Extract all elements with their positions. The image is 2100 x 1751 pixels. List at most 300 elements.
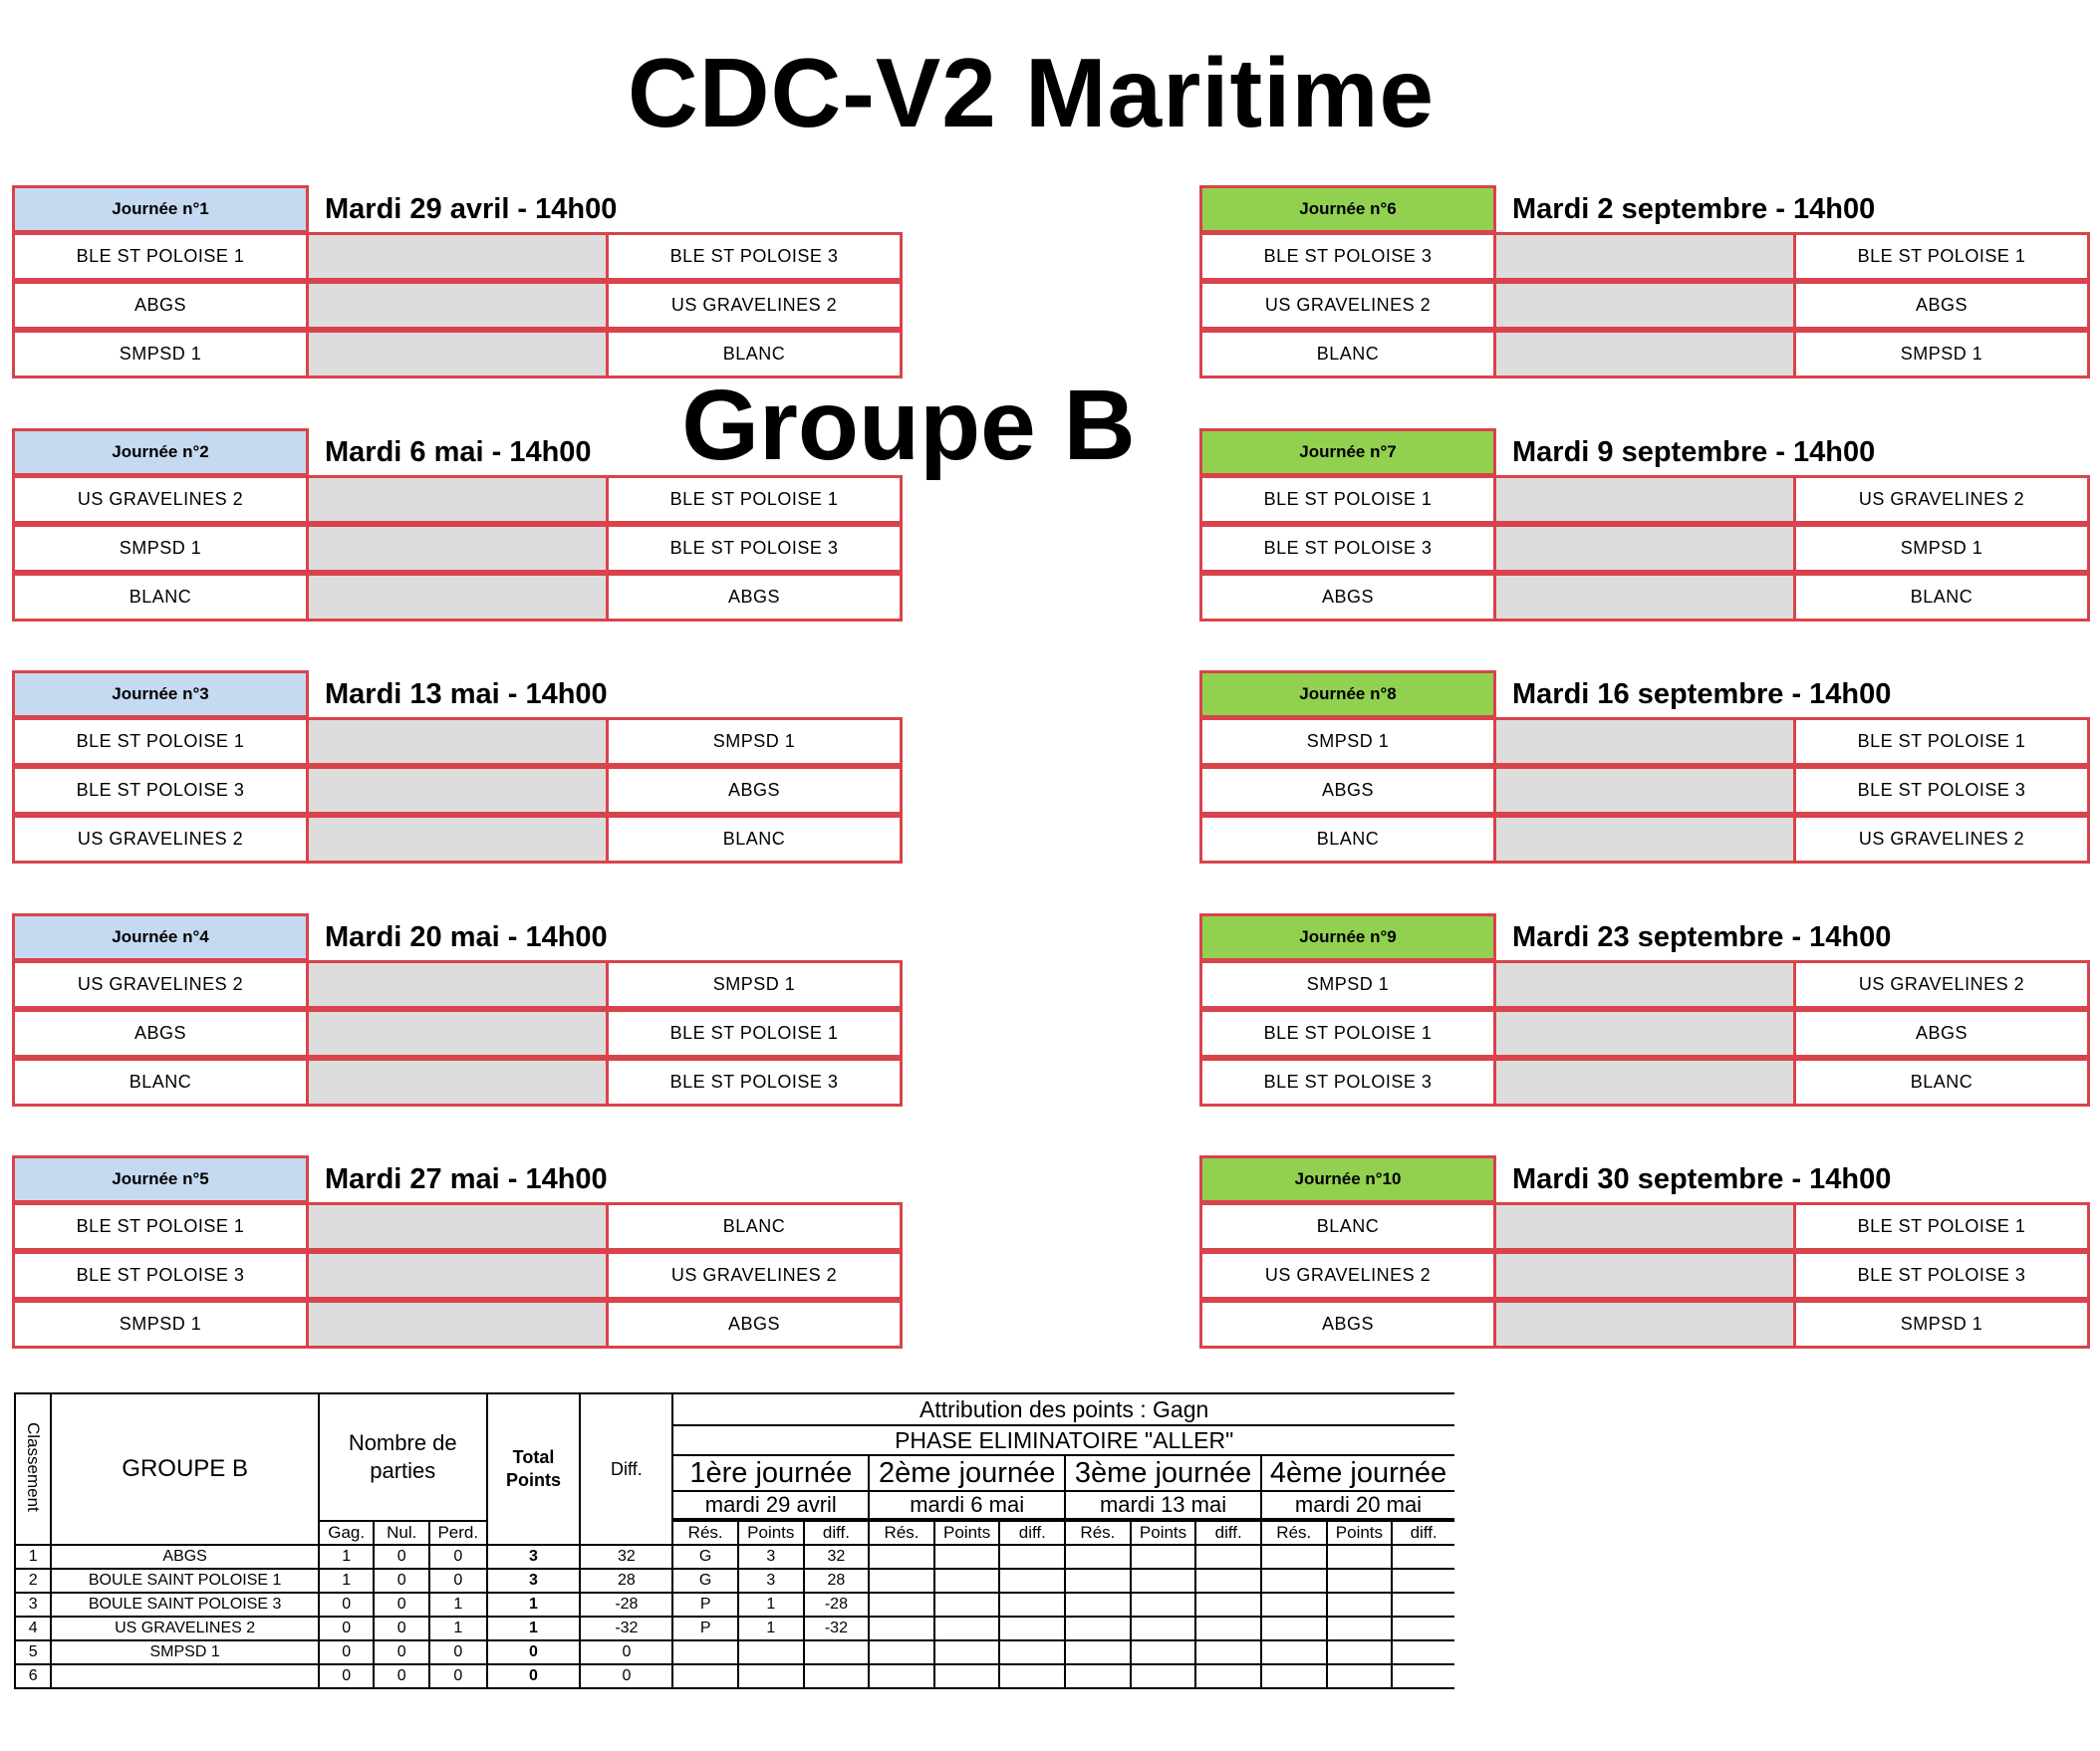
away-team: ABGS — [606, 573, 903, 622]
cell-perd: 0 — [429, 1545, 487, 1569]
away-team: BLE ST POLOISE 1 — [1793, 717, 2090, 766]
empty-day-cell — [869, 1640, 934, 1664]
away-team: ABGS — [1793, 1009, 2090, 1058]
day-3-date: mardi 13 mai — [1065, 1491, 1261, 1519]
empty-day-cell — [1065, 1617, 1131, 1640]
cell-team: SMPSD 1 — [51, 1640, 319, 1664]
points-attribution: Attribution des points : Gagn — [672, 1393, 1454, 1425]
empty-day-cell — [1131, 1664, 1196, 1688]
journee-date: Mardi 23 septembre - 14h00 — [1512, 920, 1892, 953]
cell-pts: 3 — [738, 1569, 804, 1593]
empty-day-cell — [999, 1664, 1065, 1688]
match-row — [12, 1059, 905, 1108]
journee-1 — [12, 185, 905, 380]
journee-label: Journée n°7 — [1199, 428, 1496, 476]
day-1-name: 1ère journée — [672, 1455, 869, 1491]
empty-day-cell — [869, 1569, 934, 1593]
match-row — [12, 718, 905, 767]
cell-gag: 0 — [319, 1617, 375, 1640]
journee-4 — [12, 913, 905, 1109]
match-row — [1199, 282, 2092, 331]
empty-day-cell — [1327, 1640, 1393, 1664]
home-team: BLANC — [12, 573, 309, 622]
home-team: SMPSD 1 — [12, 330, 309, 378]
home-team: BLE ST POLOISE 1 — [1199, 475, 1496, 524]
cell-pts: 3 — [738, 1545, 804, 1569]
cell-nul: 0 — [374, 1593, 429, 1617]
cell-gag: 1 — [319, 1545, 375, 1569]
away-team: ABGS — [606, 766, 903, 815]
journee-date: Mardi 9 septembre - 14h00 — [1512, 435, 1876, 468]
empty-day-cell — [1327, 1545, 1393, 1569]
home-team: BLANC — [1199, 330, 1496, 378]
away-team: SMPSD 1 — [606, 717, 903, 766]
away-team: US GRAVELINES 2 — [1793, 960, 2090, 1009]
cell-gag: 0 — [319, 1593, 375, 1617]
journee-2 — [12, 428, 905, 624]
empty-day-cell — [1261, 1593, 1327, 1617]
cell-total: 0 — [487, 1640, 581, 1664]
cell-rank: 4 — [15, 1617, 51, 1640]
away-team: SMPSD 1 — [606, 960, 903, 1009]
empty-day-cell — [1327, 1617, 1393, 1640]
home-team: ABGS — [1199, 573, 1496, 622]
empty-day-cell — [1131, 1545, 1196, 1569]
empty-day-cell — [1131, 1640, 1196, 1664]
empty-day-cell — [1131, 1593, 1196, 1617]
cell-total: 1 — [487, 1593, 581, 1617]
res-header: Rés. — [672, 1521, 738, 1545]
home-team: US GRAVELINES 2 — [1199, 281, 1496, 330]
away-team: BLANC — [606, 330, 903, 378]
match-row — [1199, 767, 2092, 816]
home-team: ABGS — [1199, 1300, 1496, 1349]
diff-header: diff. — [1392, 1521, 1454, 1545]
journee-label: Journée n°2 — [12, 428, 309, 476]
day-2-name: 2ème journée — [869, 1455, 1065, 1491]
cell-nul: 0 — [374, 1640, 429, 1664]
points-header: Points — [1327, 1521, 1393, 1545]
journee-label: Journée n°5 — [12, 1155, 309, 1203]
cell-diff: -32 — [580, 1617, 672, 1640]
home-team: ABGS — [1199, 766, 1496, 815]
match-row — [1199, 476, 2092, 525]
cell-total: 3 — [487, 1545, 581, 1569]
cell-d1: 32 — [804, 1545, 870, 1569]
cell-gag: 0 — [319, 1664, 375, 1688]
empty-day-cell — [999, 1569, 1065, 1593]
diff-header: Diff. — [580, 1393, 672, 1545]
score-cell[interactable] — [1496, 960, 1793, 1009]
score-cell[interactable] — [309, 717, 606, 766]
score-cell[interactable] — [309, 475, 606, 524]
cell-diff: -28 — [580, 1593, 672, 1617]
total-header: Total Points — [487, 1393, 581, 1545]
day-1-date: mardi 29 avril — [672, 1491, 869, 1519]
group-label: Groupe B — [681, 370, 1136, 481]
journee-date: Mardi 16 septembre - 14h00 — [1512, 677, 1892, 710]
score-cell[interactable] — [1496, 1251, 1793, 1300]
cell-perd: 0 — [429, 1640, 487, 1664]
cell-nul: 0 — [374, 1664, 429, 1688]
journee-6 — [1199, 185, 2092, 380]
away-team: BLE ST POLOISE 1 — [606, 1009, 903, 1058]
empty-day-cell — [1065, 1664, 1131, 1688]
away-team: US GRAVELINES 2 — [606, 281, 903, 330]
empty-day-cell — [869, 1545, 934, 1569]
empty-day-cell — [934, 1593, 1000, 1617]
table-row — [15, 1545, 1454, 1569]
cell-rank: 1 — [15, 1545, 51, 1569]
empty-day-cell — [1065, 1593, 1131, 1617]
journee-label: Journée n°4 — [12, 913, 309, 961]
journee-date: Mardi 20 mai - 14h00 — [325, 920, 608, 953]
empty-day-cell — [1131, 1569, 1196, 1593]
home-team: BLANC — [1199, 815, 1496, 864]
empty-day-cell — [1065, 1545, 1131, 1569]
empty-day-cell — [1131, 1617, 1196, 1640]
empty-day-cell — [934, 1569, 1000, 1593]
away-team: SMPSD 1 — [1793, 524, 2090, 573]
empty-day-cell — [1065, 1640, 1131, 1664]
cell-team: BOULE SAINT POLOISE 1 — [51, 1569, 319, 1593]
nul-header: Nul. — [374, 1521, 429, 1545]
cell-pts — [738, 1640, 804, 1664]
empty-day-cell — [1392, 1617, 1454, 1640]
empty-day-cell — [1261, 1664, 1327, 1688]
score-cell[interactable] — [309, 1058, 606, 1107]
match-row — [12, 476, 905, 525]
match-row — [1199, 961, 2092, 1010]
table-row — [15, 1569, 1454, 1593]
res-header: Rés. — [1261, 1521, 1327, 1545]
home-team: US GRAVELINES 2 — [12, 475, 309, 524]
away-team: BLE ST POLOISE 1 — [1793, 1202, 2090, 1251]
cell-team — [51, 1664, 319, 1688]
match-row — [1199, 574, 2092, 623]
cell-pts: 1 — [738, 1593, 804, 1617]
parties-header: Nombre de parties — [319, 1393, 487, 1521]
cell-pts: 1 — [738, 1617, 804, 1640]
cell-diff: 0 — [580, 1640, 672, 1664]
match-row — [12, 233, 905, 282]
cell-res: G — [672, 1545, 738, 1569]
match-row — [1199, 525, 2092, 574]
classement-header: Classement — [15, 1393, 51, 1545]
empty-day-cell — [999, 1617, 1065, 1640]
empty-day-cell — [999, 1640, 1065, 1664]
gag-header: Gag. — [319, 1521, 375, 1545]
score-cell[interactable] — [309, 232, 606, 281]
home-team: SMPSD 1 — [12, 1300, 309, 1349]
cell-perd: 1 — [429, 1593, 487, 1617]
points-header: Points — [1131, 1521, 1196, 1545]
home-team: ABGS — [12, 281, 309, 330]
score-cell[interactable] — [309, 1251, 606, 1300]
journee-date: Mardi 2 septembre - 14h00 — [1512, 192, 1876, 225]
journee-3 — [12, 670, 905, 866]
day-2-date: mardi 6 mai — [869, 1491, 1065, 1519]
empty-day-cell — [869, 1593, 934, 1617]
cell-perd: 1 — [429, 1617, 487, 1640]
match-row — [1199, 718, 2092, 767]
res-header: Rés. — [1065, 1521, 1131, 1545]
away-team: BLANC — [606, 815, 903, 864]
day-4-name: 4ème journée — [1261, 1455, 1454, 1491]
cell-team: US GRAVELINES 2 — [51, 1617, 319, 1640]
score-cell[interactable] — [1496, 717, 1793, 766]
journee-date: Mardi 13 mai - 14h00 — [325, 677, 608, 710]
res-header: Rés. — [869, 1521, 934, 1545]
home-team: SMPSD 1 — [1199, 960, 1496, 1009]
score-cell[interactable] — [1496, 815, 1793, 864]
cell-nul: 0 — [374, 1617, 429, 1640]
home-team: BLE ST POLOISE 3 — [1199, 524, 1496, 573]
empty-day-cell — [869, 1617, 934, 1640]
cell-total: 3 — [487, 1569, 581, 1593]
cell-res: P — [672, 1593, 738, 1617]
empty-day-cell — [1195, 1593, 1261, 1617]
home-team: BLANC — [1199, 1202, 1496, 1251]
score-cell[interactable] — [309, 330, 606, 378]
day-4-date: mardi 20 mai — [1261, 1491, 1454, 1519]
journee-10 — [1199, 1155, 2092, 1351]
empty-day-cell — [1261, 1569, 1327, 1593]
away-team: US GRAVELINES 2 — [1793, 815, 2090, 864]
empty-day-cell — [999, 1545, 1065, 1569]
score-cell[interactable] — [309, 960, 606, 1009]
cell-diff: 0 — [580, 1664, 672, 1688]
empty-day-cell — [1392, 1640, 1454, 1664]
match-row — [12, 1301, 905, 1350]
away-team: BLANC — [1793, 573, 2090, 622]
table-row — [15, 1664, 1454, 1688]
match-row — [12, 525, 905, 574]
away-team: SMPSD 1 — [1793, 330, 2090, 378]
home-team: BLE ST POLOISE 1 — [1199, 1009, 1496, 1058]
cell-gag: 0 — [319, 1640, 375, 1664]
empty-day-cell — [1392, 1569, 1454, 1593]
match-row — [12, 1203, 905, 1252]
diff-header: diff. — [1195, 1521, 1261, 1545]
away-team: BLE ST POLOISE 1 — [1793, 232, 2090, 281]
match-row — [1199, 233, 2092, 282]
away-team: US GRAVELINES 2 — [1793, 475, 2090, 524]
table-row — [15, 1593, 1454, 1617]
score-cell[interactable] — [1496, 573, 1793, 622]
empty-day-cell — [1327, 1593, 1393, 1617]
journee-date: Mardi 27 mai - 14h00 — [325, 1162, 608, 1195]
match-row — [12, 282, 905, 331]
away-team: BLE ST POLOISE 3 — [606, 1058, 903, 1107]
journee-label: Journée n°8 — [1199, 670, 1496, 718]
journee-date: Mardi 30 septembre - 14h00 — [1512, 1162, 1892, 1195]
empty-day-cell — [869, 1664, 934, 1688]
journee-9 — [1199, 913, 2092, 1109]
home-team: US GRAVELINES 2 — [1199, 1251, 1496, 1300]
score-cell[interactable] — [1496, 281, 1793, 330]
empty-day-cell — [1392, 1664, 1454, 1688]
away-team: BLE ST POLOISE 3 — [606, 524, 903, 573]
table-row — [15, 1617, 1454, 1640]
home-team: BLE ST POLOISE 3 — [1199, 1058, 1496, 1107]
cell-total: 0 — [487, 1664, 581, 1688]
cell-d1 — [804, 1664, 870, 1688]
cell-diff: 32 — [580, 1545, 672, 1569]
cell-d1: -28 — [804, 1593, 870, 1617]
cell-pts — [738, 1664, 804, 1688]
journee-label: Journée n°6 — [1199, 185, 1496, 233]
match-row — [1199, 1059, 2092, 1108]
empty-day-cell — [999, 1593, 1065, 1617]
journee-label: Journée n°9 — [1199, 913, 1496, 961]
score-cell[interactable] — [1496, 1202, 1793, 1251]
journee-label: Journée n°3 — [12, 670, 309, 718]
empty-day-cell — [1195, 1545, 1261, 1569]
away-team: SMPSD 1 — [1793, 1300, 2090, 1349]
cell-nul: 0 — [374, 1569, 429, 1593]
cell-total: 1 — [487, 1617, 581, 1640]
away-team: BLE ST POLOISE 3 — [1793, 1251, 2090, 1300]
cell-nul: 0 — [374, 1545, 429, 1569]
points-header: Points — [738, 1521, 804, 1545]
empty-day-cell — [1195, 1617, 1261, 1640]
diff-header: diff. — [999, 1521, 1065, 1545]
page-title: CDC-V2 Maritime — [627, 38, 1436, 147]
cell-d1: 28 — [804, 1569, 870, 1593]
cell-res — [672, 1664, 738, 1688]
empty-day-cell — [1392, 1545, 1454, 1569]
home-team: US GRAVELINES 2 — [12, 815, 309, 864]
score-cell[interactable] — [1496, 1058, 1793, 1107]
match-row — [12, 331, 905, 379]
match-row — [1199, 1203, 2092, 1252]
standings-table — [14, 1392, 1448, 1741]
cell-res: P — [672, 1617, 738, 1640]
score-cell[interactable] — [309, 573, 606, 622]
cell-gag: 1 — [319, 1569, 375, 1593]
cell-perd: 0 — [429, 1569, 487, 1593]
away-team: US GRAVELINES 2 — [606, 1251, 903, 1300]
home-team: BLE ST POLOISE 3 — [12, 1251, 309, 1300]
journee-label: Journée n°1 — [12, 185, 309, 233]
score-cell[interactable] — [309, 524, 606, 573]
cell-d1: -32 — [804, 1617, 870, 1640]
cell-team: BOULE SAINT POLOISE 3 — [51, 1593, 319, 1617]
journee-date: Mardi 29 avril - 14h00 — [325, 192, 618, 225]
match-row — [12, 767, 905, 816]
day-3-name: 3ème journée — [1065, 1455, 1261, 1491]
cell-rank: 2 — [15, 1569, 51, 1593]
away-team: BLANC — [606, 1202, 903, 1251]
match-row — [12, 816, 905, 865]
empty-day-cell — [934, 1545, 1000, 1569]
empty-day-cell — [1327, 1664, 1393, 1688]
home-team: BLE ST POLOISE 3 — [12, 766, 309, 815]
diff-header: diff. — [804, 1521, 870, 1545]
score-cell[interactable] — [309, 1300, 606, 1349]
score-cell[interactable] — [309, 766, 606, 815]
journee-label: Journée n°10 — [1199, 1155, 1496, 1203]
cell-rank: 6 — [15, 1664, 51, 1688]
score-cell[interactable] — [309, 815, 606, 864]
home-team: BLE ST POLOISE 1 — [12, 1202, 309, 1251]
score-cell[interactable] — [1496, 475, 1793, 524]
score-cell[interactable] — [1496, 1300, 1793, 1349]
away-team: ABGS — [1793, 281, 2090, 330]
home-team: BLE ST POLOISE 1 — [12, 232, 309, 281]
cell-diff: 28 — [580, 1569, 672, 1593]
match-row — [1199, 1301, 2092, 1350]
score-cell[interactable] — [1496, 232, 1793, 281]
empty-day-cell — [1261, 1640, 1327, 1664]
match-row — [1199, 816, 2092, 865]
score-cell[interactable] — [1496, 524, 1793, 573]
match-row — [12, 1010, 905, 1059]
cell-res — [672, 1640, 738, 1664]
cell-rank: 5 — [15, 1640, 51, 1664]
journee-8 — [1199, 670, 2092, 866]
empty-day-cell — [1392, 1593, 1454, 1617]
home-team: ABGS — [12, 1009, 309, 1058]
empty-day-cell — [1195, 1640, 1261, 1664]
score-cell[interactable] — [1496, 766, 1793, 815]
match-row — [12, 961, 905, 1010]
score-cell[interactable] — [309, 281, 606, 330]
empty-day-cell — [934, 1664, 1000, 1688]
home-team: BLE ST POLOISE 3 — [1199, 232, 1496, 281]
perd-header: Perd. — [429, 1521, 487, 1545]
away-team: BLE ST POLOISE 1 — [606, 475, 903, 524]
empty-day-cell — [1195, 1569, 1261, 1593]
empty-day-cell — [1261, 1617, 1327, 1640]
away-team: BLANC — [1793, 1058, 2090, 1107]
cell-perd: 0 — [429, 1664, 487, 1688]
empty-day-cell — [1261, 1545, 1327, 1569]
journee-7 — [1199, 428, 2092, 624]
empty-day-cell — [934, 1617, 1000, 1640]
points-header: Points — [934, 1521, 1000, 1545]
journee-5 — [12, 1155, 905, 1351]
empty-day-cell — [1065, 1569, 1131, 1593]
score-cell[interactable] — [309, 1009, 606, 1058]
home-team: BLANC — [12, 1058, 309, 1107]
away-team: BLE ST POLOISE 3 — [1793, 766, 2090, 815]
journee-date: Mardi 6 mai - 14h00 — [325, 435, 592, 468]
match-row — [1199, 1252, 2092, 1301]
home-team: SMPSD 1 — [1199, 717, 1496, 766]
home-team: SMPSD 1 — [12, 524, 309, 573]
score-cell[interactable] — [1496, 330, 1793, 378]
empty-day-cell — [1195, 1664, 1261, 1688]
score-cell[interactable] — [309, 1202, 606, 1251]
match-row — [12, 574, 905, 623]
home-team: BLE ST POLOISE 1 — [12, 717, 309, 766]
empty-day-cell — [1327, 1569, 1393, 1593]
cell-rank: 3 — [15, 1593, 51, 1617]
empty-day-cell — [934, 1640, 1000, 1664]
table-row — [15, 1640, 1454, 1664]
home-team: US GRAVELINES 2 — [12, 960, 309, 1009]
score-cell[interactable] — [1496, 1009, 1793, 1058]
phase-title: PHASE ELIMINATOIRE "ALLER" — [672, 1425, 1454, 1455]
cell-d1 — [804, 1640, 870, 1664]
cell-res: G — [672, 1569, 738, 1593]
match-row — [1199, 1010, 2092, 1059]
match-row — [1199, 331, 2092, 379]
away-team: ABGS — [606, 1300, 903, 1349]
cell-team: ABGS — [51, 1545, 319, 1569]
